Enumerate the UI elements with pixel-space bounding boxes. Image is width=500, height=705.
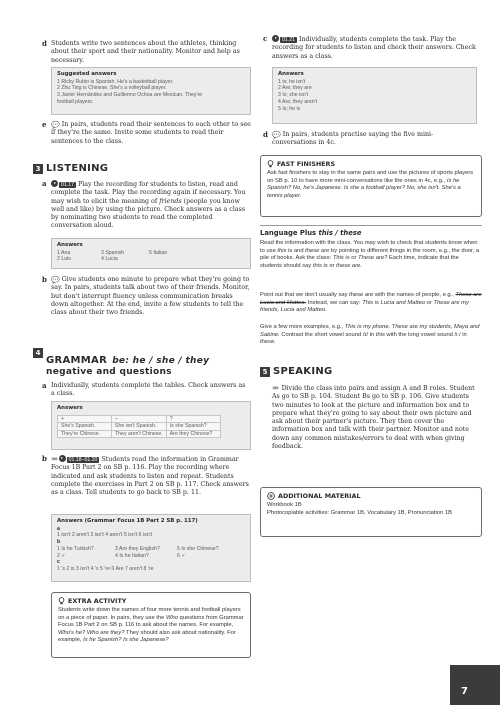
page-number: 7 <box>461 686 468 697</box>
answer-item: 1 Ana <box>57 249 71 256</box>
answer-item: 3 Spanish <box>101 249 125 256</box>
answer-item: 5 Is she Chinese? <box>177 545 219 552</box>
activity-letter: d <box>263 130 268 139</box>
activity-letter: c <box>263 34 268 43</box>
answer-item: 2 ✓ <box>57 552 66 559</box>
italic-word: these are. <box>336 262 362 269</box>
italic-word: these. <box>260 339 276 345</box>
listening-a <box>42 179 251 231</box>
answer-part-label: c <box>57 559 60 566</box>
activity-d-right <box>263 130 477 148</box>
italic-word: these <box>305 247 320 254</box>
additional-line: Workbook 1B <box>267 502 302 508</box>
italic-word: this <box>277 247 287 254</box>
track-number: 01.21 <box>282 36 295 43</box>
table-header-cell: ? <box>166 415 220 423</box>
track-number: 01.17 <box>61 181 74 188</box>
speaking-heading <box>260 366 333 377</box>
plus-circle-icon <box>267 492 275 500</box>
section-title: GRAMMAR <box>46 355 108 366</box>
activity-text: Individually, students complete the tables. Check answers as a class. <box>51 382 246 398</box>
answers-title: Answers (Grammar Focus 1B Part 2 SB p. 117) <box>57 518 198 524</box>
audio-play-icon[interactable] <box>272 35 279 42</box>
answer-line: 1 Ricky Rubio is Spanish. He's a basketball player. <box>57 78 174 85</box>
grammar-focus-answers-box <box>51 514 251 582</box>
activity-text: Individually, students complete the task. Play the recording for students to listen and check their answers. Check answers as a class. <box>272 36 476 60</box>
italic-example: Is he Spanish? Is she Japanese? <box>83 637 169 644</box>
answer-line: 4 Are; they aren't <box>278 98 318 105</box>
struck-example: These are Lucia and Matteo. <box>260 292 482 306</box>
answer-line: 3 Is; she isn't <box>278 92 309 99</box>
grammar-table <box>57 415 221 439</box>
suggested-answers-box <box>51 67 251 115</box>
italic-example: Who's he? Who are they? <box>58 629 125 636</box>
answer-item: 1 Is he Turkish? <box>57 545 94 552</box>
audio-play-icon[interactable] <box>51 180 58 187</box>
table-header-cell: – <box>112 415 167 423</box>
answer-part-label: b <box>57 539 61 546</box>
language-plus-words: this / these <box>318 229 362 237</box>
answer-item: 6 ✓ <box>177 552 186 559</box>
table-cell: They're Chinese. <box>58 430 112 438</box>
answers-title: Answers <box>57 405 83 411</box>
text-segment: Read the information with the class. You may wish to check that students know when to use <box>260 240 478 254</box>
activity-text: Students write two sentences about the athletes, thinking about their sport and their nationality. Monitor and help as necessary. <box>51 40 240 64</box>
answer-item: 4 Is he Italian? <box>115 552 149 559</box>
language-plus-title <box>260 229 362 237</box>
answer-line: 1 isn't 2 aren't 3 isn't 4 aren't 5 isn't 6 isn't <box>57 532 153 539</box>
lightbulb-icon <box>267 160 274 168</box>
section-number: 5 <box>260 367 270 377</box>
language-plus-para-3 <box>260 324 482 347</box>
italic-example: This is Lucia and Matteo <box>362 299 426 306</box>
fast-forward-icon: »» <box>272 384 278 392</box>
extra-activity-text <box>58 607 244 645</box>
answers-grid <box>57 250 245 264</box>
listening-b <box>42 275 251 317</box>
italic-word: friends <box>159 197 182 205</box>
text-segment: They should also ask about nationality. For example, <box>58 629 236 644</box>
language-plus-rule <box>260 225 482 226</box>
language-plus-label: Language Plus <box>260 229 317 237</box>
activity-text: Students read the information in Grammar Focus 1B Part 2 on SB p. 116. Play the recording where indicated and ask students to listen and repeat. Students complete the exercises in Part 2 on SB p. 117. Check answers as a class. Tell students to go back to SB p. 11. <box>51 456 249 497</box>
activity-letter: e <box>42 120 47 129</box>
lightbulb-icon <box>58 597 65 605</box>
activity-c-right <box>263 34 477 61</box>
answer-item: 2 Luis <box>57 256 71 263</box>
activity-text: Give students one minute to prepare what they're going to say. In pairs, students talk about two of their friends. Monitor, but don't interrupt fluency unless communication breaks down altogether. At the end, invite a few students to tell the class about their two friends. <box>51 276 250 317</box>
page-corner-block <box>450 665 500 705</box>
text-segment: with the names of people, e.g., <box>374 292 454 298</box>
fast-forward-icon: »» <box>51 455 57 463</box>
extra-activity-title: EXTRA ACTIVITY <box>68 597 127 605</box>
section-subtitle: negative and questions <box>46 367 172 377</box>
text-segment: Students write down the names of four more tennis and football players on a piece of paper. In pairs, they use the <box>58 607 241 621</box>
italic-word: This is <box>332 255 350 261</box>
speech-bubble-icon: 💬 <box>51 275 60 284</box>
answer-item <box>149 256 209 263</box>
italic-example: This is my phone. These are my students, Maya and Sabine. <box>260 324 480 338</box>
activity-letter: d <box>42 39 47 48</box>
extra-activity-box <box>51 592 251 658</box>
italic-word: These are? <box>358 255 388 261</box>
activity-text: Divide the class into pairs and assign A and B roles. Student As go to SB p. 104. Student Bs go to SB p. 106. Give students two minutes to look at the picture and information box and to prepare what they're going to say about their own picture and ask about their partner's picture. They then cover the information box and talk with their partner. Monitor and note down any common mistakes/errors to deal with when giving feedback. <box>272 385 475 451</box>
table-cell: She isn't Spanish. <box>112 423 167 431</box>
text-segment: Point out that we don't usually say <box>260 292 348 298</box>
answer-line: football players. <box>57 98 94 105</box>
answers-title: Answers <box>278 71 304 77</box>
italic-word: Who <box>165 614 178 621</box>
speech-bubble-icon: 💬 <box>272 130 281 139</box>
activity-e-left <box>42 120 251 146</box>
answers-box-c <box>272 67 477 124</box>
language-plus-para-2 <box>260 292 482 315</box>
text-segment: are by pointing to different things in the room, e.g., the door, a pile of books. Ask the class: <box>260 247 480 261</box>
additional-material-title: ADDITIONAL MATERIAL <box>278 492 361 500</box>
table-cell: Are they Chinese? <box>166 430 220 438</box>
additional-line: Photocopiable activities: Grammar 1B, Vocabulary 1B, Pronunciation 1B <box>267 509 452 516</box>
answer-line: 3 Javier Hernández and Guillermo Ochoa are Mexican. They're <box>57 92 203 99</box>
answers-title: Suggested answers <box>57 71 117 77</box>
activity-letter: a <box>42 381 47 390</box>
answer-line: 2 Zhu Ting is Chinese. She's a volleyball player. <box>57 85 167 92</box>
answer-item: 3 Are they English? <box>115 545 160 552</box>
answer-item: 5 Italian <box>149 249 168 256</box>
table-cell: She's Spanish. <box>58 423 112 431</box>
text-segment: Contrast the short vowel sound /ɪ/ in <box>281 331 375 338</box>
text-segment: or <box>351 255 357 261</box>
answer-line: 1 's 2 is 3 isn't 4 's 5 're 6 Are 7 aren't 8 're <box>57 566 154 573</box>
listening-heading <box>33 163 108 174</box>
activity-letter: b <box>42 275 47 284</box>
answer-part-label: a <box>57 525 60 532</box>
fast-finishers-header <box>267 160 475 168</box>
answer-line: 1 is; he isn't <box>278 78 306 85</box>
answer-item: 4 Lucia <box>101 256 118 263</box>
text-segment: Instead, we can say: <box>307 299 361 306</box>
activity-text: Play the recording for students to listen, read and complete the task. Play the recording again if necessary. You may wish to elicit the meaning of <box>51 181 246 205</box>
text-segment: or <box>329 262 335 269</box>
activity-text: In pairs, students practise saying the five mini-conversations in 4c. <box>272 131 434 147</box>
grammar-a <box>42 381 251 399</box>
table-cell: Is she Spanish? <box>166 423 220 431</box>
fast-finishers-text <box>267 170 475 200</box>
section-title: LISTENING <box>46 163 109 174</box>
italic-word: this is <box>312 262 328 269</box>
section-number: 4 <box>33 348 43 358</box>
listening-answers-box <box>51 238 251 269</box>
italic-word: these are <box>349 292 374 298</box>
activity-text: In pairs, students read their sentences to each other to see if they're the same. Invite some students to read their sentences to the class. <box>51 121 251 145</box>
grammar-b <box>42 454 251 497</box>
additional-material-header <box>267 492 475 500</box>
text-segment: Give a few more examples, e.g., <box>260 324 344 330</box>
text-segment: questions from Grammar Focus 1B Part 2 on SB p. 116 to ask about the names. For example, <box>58 614 244 629</box>
italic-example: These are my friends, Lucia and Matteo. <box>260 299 469 313</box>
speaking-text <box>272 384 477 451</box>
italic-word: this <box>375 331 385 338</box>
grammar-answers-box <box>51 401 251 450</box>
table-cell: They aren't Chinese. <box>112 430 167 438</box>
track-number: 01.18–01.20 <box>68 456 98 463</box>
table-header-cell: + <box>58 415 112 423</box>
text-segment: with the long vowel sound /iː/ in <box>386 331 467 338</box>
text-segment: is and <box>288 247 304 254</box>
activity-d-left <box>42 39 251 65</box>
fast-finishers-title: FAST FINISHERS <box>277 160 336 168</box>
answer-line: 5 Is; he is <box>278 105 301 112</box>
activity-text: (people you know well and like) by using the picture. Check answers as a class by nominating two students to read the completed conversation aloud. <box>51 197 246 230</box>
activity-letter: b <box>42 454 47 463</box>
text-segment: or <box>426 299 432 306</box>
italic-example: Is he Spanish? No, he's Japanese. Is she a football player? No, she isn't. She's a tennis player. <box>267 177 461 199</box>
speech-bubble-icon: 💬 <box>51 120 60 129</box>
text-segment: Each time, indicate that the students should say <box>260 255 459 269</box>
extra-activity-header <box>58 597 244 605</box>
grammar-heading <box>33 348 209 377</box>
answers-grid <box>57 546 245 560</box>
section-title: SPEAKING <box>273 366 333 377</box>
section-title-extra: be: he / she / they <box>112 356 210 366</box>
section-number: 3 <box>33 164 43 174</box>
language-plus-para-1 <box>260 240 482 270</box>
grammar-title-block <box>46 348 209 377</box>
answers-title: Answers <box>57 242 83 248</box>
fast-finishers-box <box>260 155 482 217</box>
activity-letter: a <box>42 179 47 188</box>
text-segment: Ask fast finishers to stay in the same pairs and use the pictures of sports players on SB p. 10 to have more mini-conversations like the ones in 4c, e.g., <box>267 170 474 184</box>
audio-play-icon[interactable] <box>59 455 66 462</box>
answer-line: 2 Are; they are <box>278 85 312 92</box>
additional-material-box <box>260 487 482 537</box>
